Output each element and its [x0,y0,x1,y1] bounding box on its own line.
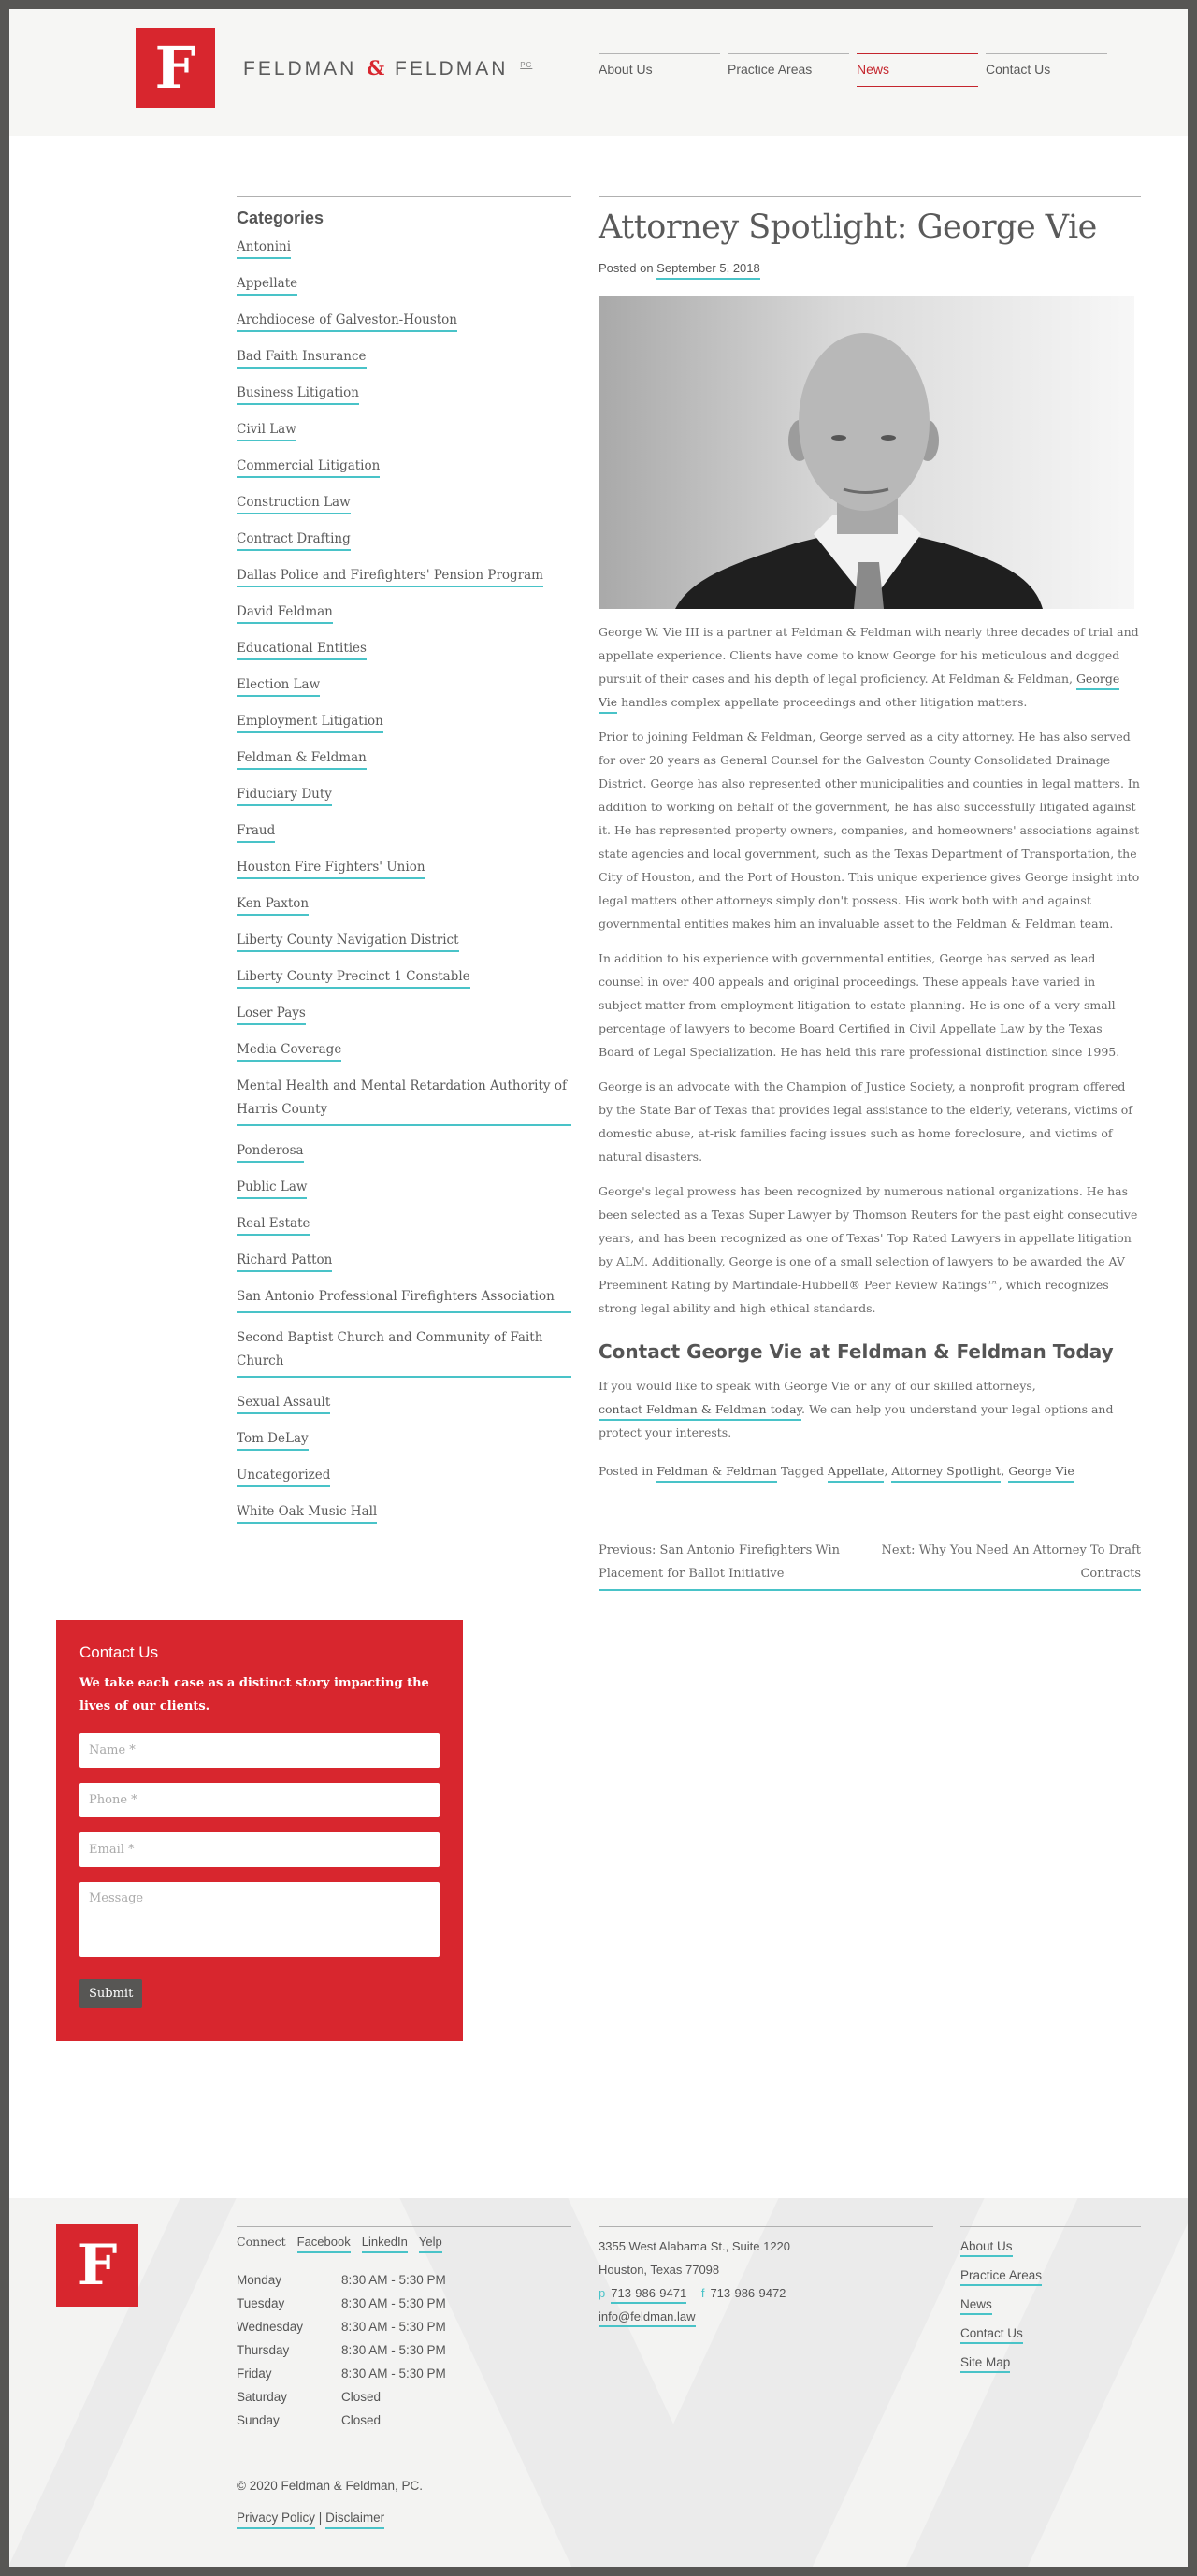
contact-paragraph-wrap [598,1374,1141,1444]
category-link[interactable]: David Feldman [237,604,333,624]
categories-sidebar [237,196,571,1537]
contact-paragraph-tail: . We can help you understand your legal options and protect your interests. [598,1402,1114,1440]
category-link[interactable]: Business Litigation [237,385,359,405]
category-link[interactable]: Feldman & Feldman [237,750,367,770]
phone-field[interactable] [79,1783,440,1817]
wordmark [243,56,532,80]
category-link[interactable]: Tom DeLay [237,1431,309,1451]
category-link[interactable]: Second Baptist Church and Community of Faith Church [237,1326,571,1378]
contact-paragraph-text: If you would like to speak with George Vie or any of our skilled attorneys, [598,1379,1036,1393]
contact-heading: Contact George Vie at Feldman & Feldman Today [598,1340,1114,1363]
next-post-link[interactable]: Next: Why You Need An Attorney To Draft Contracts [881,1543,1141,1581]
category-link[interactable]: Ponderosa [237,1143,304,1163]
page-frame [9,9,1188,2567]
category-link[interactable]: Bad Faith Insurance [237,349,367,369]
footer-link-contact-us[interactable]: Contact Us [960,2326,1023,2344]
category-item [237,236,571,259]
portrait-tie [854,562,884,609]
hours-row [237,2315,571,2338]
paragraph-3: In addition to his experience with governmental entities, George has served as lead counsel in over 400 appeals and original proceedings. These appeals have varied in subject matter from employment litigation to estate planning. He is one of a very small percentage of lawyers to become Board Certified in Civil Appellate Law by the Texas Board of Legal Specialization. He has held this rare professional distinction since 1995. [598,951,1120,1059]
category-link[interactable]: Mental Health and Mental Retardation Authority of Harris County [237,1075,571,1126]
wordmark-left: FELDMAN [243,58,357,80]
category-item [237,637,571,660]
category-link[interactable]: Appellate [237,276,297,296]
nav-contact-us[interactable]: Contact Us [986,53,1107,87]
footer-link-practice-areas[interactable]: Practice Areas [960,2268,1042,2286]
nav-news[interactable]: News [857,53,978,87]
tag-link[interactable]: Appellate [828,1464,884,1483]
categories-heading: Categories [237,209,324,227]
category-item [237,710,571,733]
wordmark-ampersand: & [367,56,385,80]
category-item [237,892,571,916]
category-link[interactable]: Educational Entities [237,641,367,660]
hours-row [237,2268,571,2292]
legal-links [237,2511,384,2525]
category-item [237,418,571,441]
category-item [237,1075,571,1126]
paragraph-5: George's legal prowess has been recognized by numerous national organizations. He has been selected as a Texas Super Lawyer by Thomson Reuters for the past eight consecutive years, and has been recognized as one of Texas' Top Rated Lawyers in appellate litigation by ALM. Additionally, George is one of a small selection of lawyers to be awarded the AV Preeminent Rating by Martindale-Hubbell® Peer Review Ratings™, which recognizes strong legal ability and high ethical standards. [598,1184,1138,1315]
portrait-eye-right [881,435,896,441]
footer-logo-f-icon: F [77,2233,118,2298]
post-navigation [598,1539,1141,1591]
privacy-policy-link[interactable]: Privacy Policy [237,2511,315,2529]
category-link[interactable]: Sexual Assault [237,1395,330,1414]
hours-time: Closed [341,2390,382,2404]
site-footer [9,2198,1188,2567]
facebook-link[interactable]: Facebook [297,2235,351,2253]
submit-button[interactable]: Submit [79,1979,142,2008]
office-hours [237,2268,571,2432]
category-link[interactable]: Election Law [237,677,320,697]
fax-icon: f [700,2286,705,2300]
category-link[interactable]: Ken Paxton [237,896,309,916]
hours-row [237,2338,571,2362]
contact-form-lead: We take each case as a distinct story impacting the lives of our clients. [79,1676,429,1714]
categories-list [237,236,571,1524]
disclaimer-link[interactable]: Disclaimer [325,2511,384,2529]
footer-links [960,2226,1141,2380]
category-link[interactable]: Liberty County Precinct 1 Constable [237,969,470,989]
phone-fax-row [598,2281,933,2305]
phone-icon: p [598,2286,606,2300]
category-item [237,783,571,806]
tag-link[interactable]: Attorney Spotlight [891,1464,1001,1483]
hours-time: 8:30 AM - 5:30 PM [341,2366,446,2381]
category-item [237,1464,571,1487]
category-item [237,1176,571,1199]
fax-number: 713-986-9472 [710,2286,786,2300]
hours-time: 8:30 AM - 5:30 PM [341,2343,446,2357]
category-item [237,1038,571,1062]
footer-link-about-us[interactable]: About Us [960,2239,1013,2257]
category-link[interactable]: Civil Law [237,422,296,441]
portrait-head [799,333,930,511]
category-link[interactable]: Liberty County Navigation District [237,933,459,952]
category-item [237,309,571,332]
email-link[interactable]: info@feldman.law [598,2309,696,2327]
wordmark-suffix: PC [520,61,533,69]
copyright: © 2020 Feldman & Feldman, PC. [237,2479,424,2493]
post-date-link[interactable]: September 5, 2018 [656,261,760,280]
hours-time: Closed [341,2413,382,2427]
address-line-2: Houston, Texas 77098 [598,2263,720,2277]
category-link[interactable]: Uncategorized [237,1468,330,1487]
site-header [9,9,1188,136]
category-item [237,819,571,843]
hours-row [237,2409,571,2432]
phone-link[interactable]: 713-986-9471 [611,2286,686,2304]
hours-day: Sunday [237,2413,280,2427]
category-link[interactable]: Construction Law [237,495,351,514]
paragraph-1-text: George W. Vie III is a partner at Feldman & Feldman with nearly three decades of trial and appellate experience. Clients have come to know George for his meticulous and dogged pursuit of their cases and his depth of legal proficiency. At Feldman & Feldman, [598,625,1139,686]
article [598,196,1141,1591]
hours-day: Monday [237,2273,282,2287]
tagged-label: Tagged [780,1464,825,1478]
category-link[interactable]: Employment Litigation [237,714,383,733]
post-date-line [598,261,1141,275]
footer-logo-link[interactable] [56,2224,138,2307]
hours-day: Tuesday [237,2296,285,2310]
tag-link[interactable]: George Vie [1008,1464,1074,1483]
category-link[interactable]: White Oak Music Hall [237,1504,377,1524]
category-item [237,382,571,405]
category-item [237,1427,571,1451]
category-link[interactable]: Richard Patton [237,1252,332,1272]
post-meta: Posted in Feldman & Feldman Tagged Appellate, Attorney Spotlight, George Vie [598,1459,1141,1483]
category-item [237,1139,571,1163]
category-link[interactable]: Commercial Litigation [237,458,380,478]
hours-row [237,2362,571,2385]
attorney-portrait [598,296,1134,609]
linkedin-link[interactable]: LinkedIn [362,2235,408,2253]
email-field[interactable] [79,1832,440,1867]
category-link[interactable]: Contract Drafting [237,531,351,551]
category-item [237,746,571,770]
posted-in-label: Posted in [598,1464,654,1478]
logo-f-icon: F [154,33,196,102]
contact-paragraph [598,1374,1141,1444]
paragraph-2: Prior to joining Feldman & Feldman, George served as a city attorney. He has also served for over 20 years as General Counsel for the Galveston County Consolidated Drainage District. George has also represented other municipalities and counties in legal matters. In addition to working on behalf of the government, he has also successfully litigated against it. He has represented property owners, companies, and homeowners' associations against state agencies and local government, such as the Texas Department of Transportation, the City of Houston, and the Port of Houston. This unique experience gives George insight into legal matters other attorneys simply don't possess. His work both with and against governmental entities makes him an invaluable asset to the Feldman & Feldman team. [598,730,1140,931]
category-link[interactable]: Fiduciary Duty [237,787,332,806]
category-item [237,345,571,369]
category-item [237,1002,571,1025]
logo-link[interactable] [136,28,215,108]
george-vie-link[interactable]: George Vie [598,672,1119,714]
main-nav [598,53,1107,87]
portrait-illustration [598,296,1134,609]
hours-day: Thursday [237,2343,290,2357]
previous-post-link[interactable]: Previous: San Antonio Firefighters Win Placement for Ballot Initiative [598,1543,841,1581]
category-item [237,673,571,697]
legal-separator: | [318,2511,323,2525]
footer-connect-hours [237,2226,571,2432]
portrait-eye-left [831,435,846,441]
article-body [598,620,1141,1320]
hours-row [237,2292,571,2315]
hours-time: 8:30 AM - 5:30 PM [341,2296,446,2310]
nav-practice-areas[interactable]: Practice Areas [728,53,849,87]
hours-row [237,2385,571,2409]
category-item [237,856,571,879]
category-item [237,1391,571,1414]
category-item [237,965,571,989]
category-link[interactable]: Antonini [237,239,291,259]
category-link[interactable]: Media Coverage [237,1042,341,1062]
category-item [237,1212,571,1236]
category-link[interactable]: Public Law [237,1179,307,1199]
category-item [237,564,571,587]
connect-label: Connect [237,2235,286,2249]
message-field[interactable] [79,1882,440,1957]
hours-time: 8:30 AM - 5:30 PM [341,2273,446,2287]
category-item [237,528,571,551]
posted-on-label: Posted on [598,261,654,275]
nav-about-us[interactable]: About Us [598,53,720,87]
category-link[interactable]: Dallas Police and Firefighters' Pension Program [237,568,543,587]
category-item [237,601,571,624]
category-item [237,455,571,478]
yelp-link[interactable]: Yelp [419,2235,442,2253]
hours-day: Wednesday [237,2320,304,2334]
address-line-1: 3355 West Alabama St., Suite 1220 [598,2239,791,2253]
contact-firm-link[interactable]: contact Feldman & Feldman today [598,1402,801,1421]
category-link[interactable]: Houston Fire Fighters' Union [237,860,425,879]
category-item [237,1326,571,1378]
category-link[interactable]: San Antonio Professional Firefighters Association [237,1285,571,1313]
hours-time: 8:30 AM - 5:30 PM [341,2320,446,2334]
category-link[interactable]: Loser Pays [237,1006,306,1025]
contact-form-panel [56,1620,463,2041]
category-item [237,491,571,514]
contact-form-title: Contact Us [79,1643,159,1661]
paragraph-4: George is an advocate with the Champion of Justice Society, a nonprofit program offered by the State Bar of Texas that provides legal assistance to the elderly, veterans, victims of domestic abuse, at-risk families facing issues such as home foreclosure, and victims of natural disasters. [598,1079,1132,1164]
hours-day: Saturday [237,2390,288,2404]
footer-address [598,2226,933,2328]
paragraph-1 [598,620,1141,714]
posted-in-category-link[interactable]: Feldman & Feldman [656,1464,777,1483]
name-field[interactable] [79,1733,440,1768]
hours-day: Friday [237,2366,272,2381]
category-link[interactable]: Archdiocese of Galveston-Houston [237,312,457,332]
footer-link-news[interactable]: News [960,2297,992,2315]
paragraph-1-tail: handles complex appellate proceedings and other litigation matters. [617,695,1028,709]
footer-link-site-map[interactable]: Site Map [960,2355,1010,2373]
category-item [237,1285,571,1313]
connect-row [237,2235,571,2253]
category-item [237,929,571,952]
category-link[interactable]: Fraud [237,823,275,843]
category-item [237,1500,571,1524]
wordmark-right: FELDMAN [395,58,509,80]
category-item [237,1249,571,1272]
category-link[interactable]: Real Estate [237,1216,310,1236]
category-item [237,272,571,296]
post-title: Attorney Spotlight: George Vie [598,209,1097,246]
